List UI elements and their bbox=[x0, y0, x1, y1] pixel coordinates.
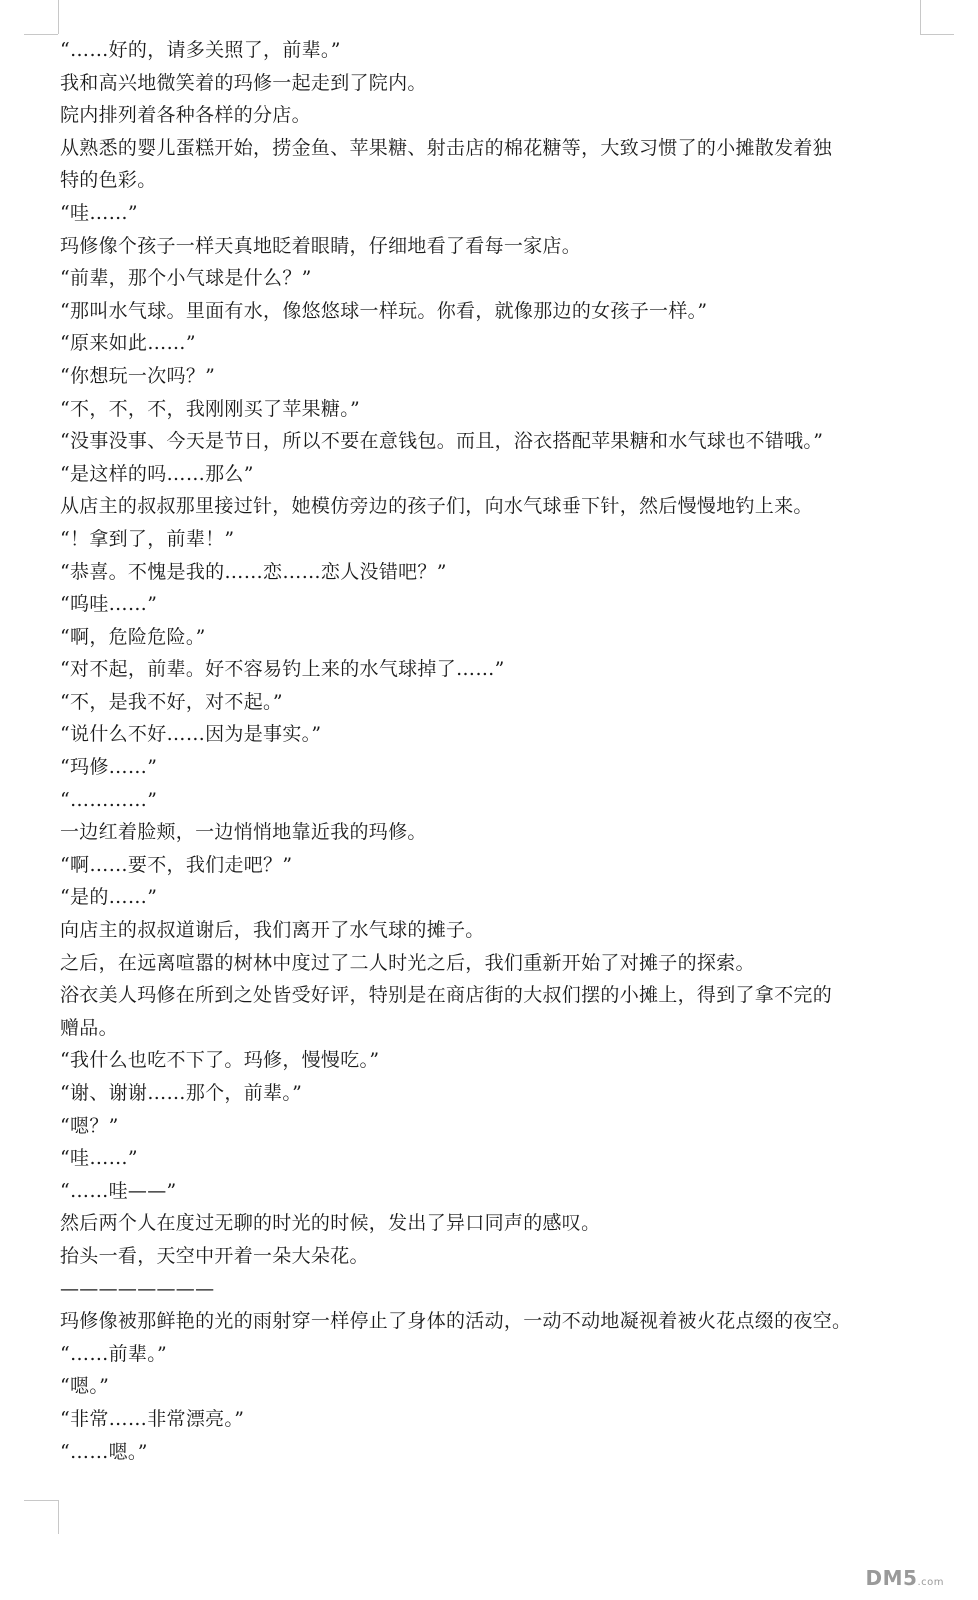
text-line: 赠品。 bbox=[60, 1016, 118, 1039]
text-line: “谢、谢谢……那个，前辈。” bbox=[60, 1082, 303, 1104]
text-line: “玛修……” bbox=[60, 756, 158, 779]
text-line: 一边红着脸颊，一边悄悄地靠近我的玛修。 bbox=[60, 821, 427, 844]
text-line: 特的色彩。 bbox=[60, 169, 157, 192]
text-line: “……嗯。” bbox=[60, 1440, 148, 1463]
text-line: “哇……” bbox=[60, 201, 138, 224]
text-line: 从熟悉的婴儿蛋糕开始，捞金鱼、苹果糖、射击店的棉花糖等，大致习惯了的小摊散发着独 bbox=[60, 136, 833, 159]
text-line: “呜哇……” bbox=[60, 593, 158, 616]
text-line: “对不起，前辈。好不容易钓上来的水气球掉了……” bbox=[60, 658, 505, 681]
site-watermark bbox=[866, 1566, 944, 1590]
text-line: “那叫水气球。里面有水，像悠悠球一样玩。你看，就像那边的女孩子一样。” bbox=[60, 299, 708, 322]
text-line: 向店主的叔叔道谢后，我们离开了水气球的摊子。 bbox=[60, 919, 485, 942]
text-line: “原来如此……” bbox=[60, 332, 196, 355]
corner-mark-bottom-left-v bbox=[58, 1500, 59, 1534]
text-line: “啊，危险危险。” bbox=[60, 625, 206, 648]
text-line: “没事没事、今天是节日，所以不要在意钱包。而且，浴衣搭配苹果糖和水气球也不错哦。” bbox=[60, 430, 824, 453]
text-line: “……哇——” bbox=[60, 1179, 177, 1202]
text-line: “你想玩一次吗？” bbox=[60, 364, 216, 387]
text-line: “…………” bbox=[60, 788, 158, 811]
text-line: “哇……” bbox=[60, 1147, 138, 1170]
corner-mark-top-right-v bbox=[920, 0, 921, 34]
watermark-main: DM5 bbox=[865, 1566, 918, 1590]
text-line: “……前辈。” bbox=[60, 1342, 168, 1365]
corner-mark-top-left-h bbox=[24, 34, 58, 35]
text-line: 玛修像个孩子一样天真地眨着眼睛，仔细地看了看每一家店。 bbox=[60, 234, 582, 257]
text-line: 之后，在远离喧嚣的树林中度过了二人时光之后，我们重新开始了对摊子的探索。 bbox=[60, 951, 755, 974]
corner-mark-bottom-left-h bbox=[24, 1500, 58, 1501]
document-text-body bbox=[60, 34, 932, 1468]
text-line: 然后两个人在度过无聊的时光的时候，发出了异口同声的感叹。 bbox=[60, 1212, 601, 1235]
text-line: “非常……非常漂亮。” bbox=[60, 1407, 245, 1430]
text-line: 我和高兴地微笑着的玛修一起走到了院内。 bbox=[60, 71, 427, 94]
text-line: “！拿到了，前辈！” bbox=[60, 527, 235, 550]
text-line: 院内排列着各种各样的分店。 bbox=[60, 104, 311, 127]
text-line: 抬头一看，天空中开着一朵大朵花。 bbox=[60, 1244, 369, 1267]
text-line: “啊……要不，我们走吧？” bbox=[60, 853, 293, 876]
text-line: “是这样的吗……那么” bbox=[60, 462, 254, 485]
text-line: 从店主的叔叔那里接过针，她模仿旁边的孩子们，向水气球垂下针，然后慢慢地钓上来。 bbox=[60, 495, 813, 518]
text-line: “说什么不好……因为是事实。” bbox=[60, 723, 322, 746]
text-line: 浴衣美人玛修在所到之处皆受好评，特别是在商店街的大叔们摆的小摊上，得到了拿不完的 bbox=[60, 984, 833, 1007]
text-line: 玛修像被那鲜艳的光的雨射穿一样停止了身体的活动，一动不动地凝视着被火花点缀的夜空。 bbox=[60, 1310, 852, 1333]
text-line: “嗯？” bbox=[60, 1114, 119, 1137]
corner-mark-top-left-v bbox=[58, 0, 59, 34]
text-line: “……好的，请多关照了，前辈。” bbox=[60, 39, 341, 61]
text-line: “不，不，不，我刚刚买了苹果糖。” bbox=[60, 397, 361, 420]
text-line: “嗯。” bbox=[60, 1375, 110, 1398]
text-line: “前辈，那个小气球是什么？” bbox=[60, 267, 312, 290]
text-line: “恭喜。不愧是我的……恋……恋人没错吧？” bbox=[60, 560, 447, 583]
watermark-suffix: .com bbox=[917, 1577, 944, 1588]
text-line: “不，是我不好，对不起。” bbox=[60, 690, 283, 713]
text-line: “我什么也吃不下了。玛修，慢慢吃。” bbox=[60, 1049, 380, 1072]
text-line: “是的……” bbox=[60, 886, 158, 909]
text-line: ———————— bbox=[60, 1277, 215, 1300]
